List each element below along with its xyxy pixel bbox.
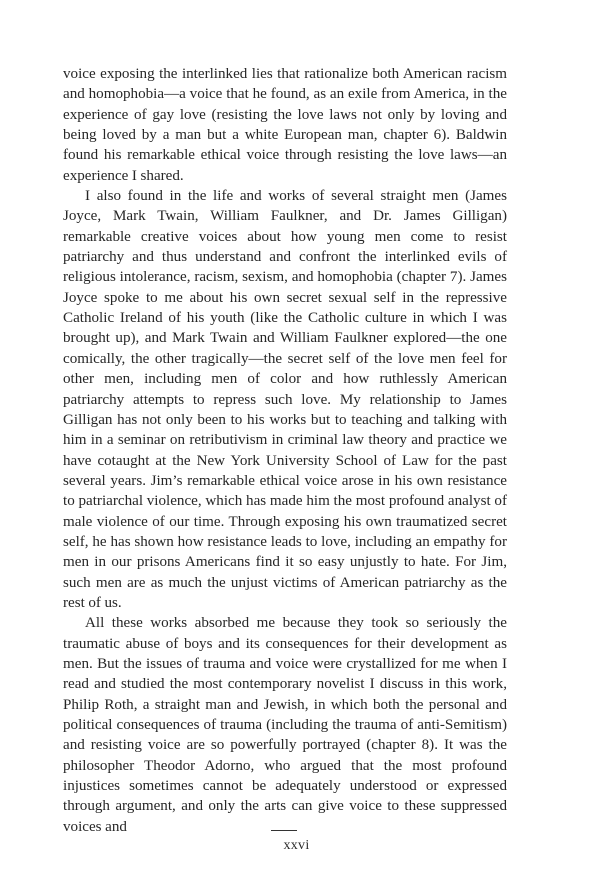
paragraph-continued: voice exposing the interlinked lies that rationalize both American racism and homophobia—a voice that he found, as an exile from America, in the experience of gay love (resisting the love laws not only by loving and being loved by a man but a white European man, chapter 6). Baldwin found his remarkable ethical voice through resisting the love laws—an experience I shared.: [63, 66, 507, 184]
paragraph-trauma-and-voice: All these works absorbed me because they took so seriously the traumatic abuse of boys and its consequences for their development as men. But the issues of trauma and voice were crystallized for me when I read and studied the most contemporary novelist I discuss in this work, Philip Roth, a straight man and Jewish, in which both the personal and political consequences of trauma (including the trauma of anti-Semitism) and resisting voice are so powerfully portrayed (chapter 8). It was the philosopher Theodor Adorno, who argued that the most profound injustices sometimes cannot be adequately understood or expressed through argument, and only the arts can give voice to these suppressed voices and: [63, 615, 507, 835]
page-number: xxvi: [283, 838, 310, 853]
footer-rule: [271, 830, 297, 831]
paragraph-straight-men: I also found in the life and works of several straight men (James Joyce, Mark Twain, William Faulkner, and Dr. James Gilligan) remarkable creative voices about how young men come to resist patriarchy and thus understand and confront the interlinked evils of religious intolerance, racism, sexism, and homophobia (chapter 7). James Joyce spoke to me about his own secret sexual self in the repressive Catholic Ireland of his youth (like the Catholic culture in which I was brought up), and Mark Twain and William Faulkner explored—the one comically, the other tragically—the secret self of the love men feel for other men, including men of color and how ruthlessly American patriarchy attempts to repress such love. My relationship to James Gilligan has not only been to his works but to teaching and talking with him in a seminar on retributivism in criminal law theory and practice we have cotaught at the New York University School of Law for the past several years. Jim’s remarkable ethical voice arose in his own resistance to patriarchal violence, which has made him the most profound analyst of male violence of our time. Through exposing his own traumatized secret self, he has shown how resistance leads to love, including an empathy for men in our prisons Americans find it so easy unjustly to hate. For Jim, such men are as much the unjust victims of American patriarchy as the rest of us.: [63, 188, 507, 611]
body-text: [63, 64, 507, 837]
